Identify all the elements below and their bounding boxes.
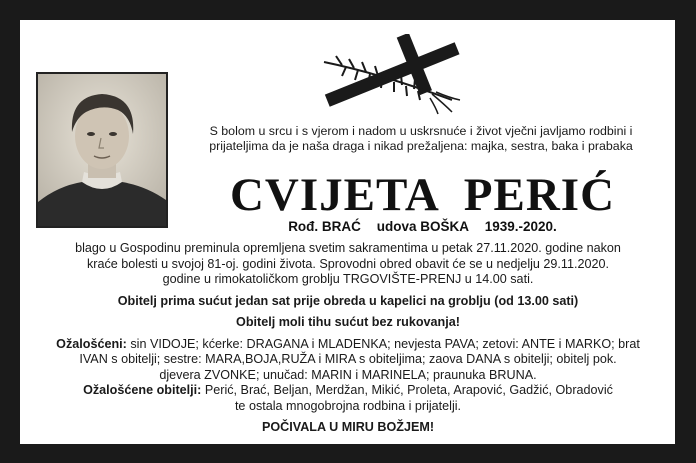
intro-line-1: S bolom u srcu i s vjerom i nadom u uskrsnuće i život vječni javljamo rodbini i bbox=[209, 124, 633, 138]
families-label: Ožalošćene obitelji: bbox=[83, 383, 202, 397]
mourners-line-1 bbox=[32, 337, 664, 353]
life-years: 1939.-2020. bbox=[484, 219, 557, 234]
funeral-paragraph-line-2: kraće bolesti u svojoj 81-oj. godini života. Sprovodni obred obavit će se u nedjelju 29.11.2020. bbox=[86, 256, 610, 271]
mourners-label: Ožalošćeni: bbox=[56, 336, 127, 351]
families-line-1 bbox=[32, 383, 664, 399]
maiden-name: Rođ. BRAĆ bbox=[288, 219, 361, 234]
announcement-intro bbox=[178, 124, 664, 154]
families-text-1: Perić, Brać, Beljan, Merdžan, Mikić, Proleta, Arapović, Gadžić, Obradović bbox=[201, 383, 613, 397]
deceased-name bbox=[170, 170, 675, 220]
cross-with-palm-icon bbox=[302, 34, 472, 116]
condolence-notice: Obitelj prima sućut jedan sat prije obreda u kapelici na groblju (od 13.00 sati) bbox=[117, 293, 579, 308]
mourners-text-1: sin VIDOJE; kćerke: DRAGANA i MLADENKA; nevjesta PAVA; zetovi: ANTE i MARKO; brat bbox=[126, 336, 640, 351]
intro-line-2: prijateljima da je naša draga i nikad prežaljena: majka, sestra, baka i prabaka bbox=[209, 139, 633, 153]
funeral-paragraph-line-1: blago u Gospodinu preminula opremljena svetim sakramentima u petak 27.11.2020. godine nakon bbox=[75, 241, 621, 255]
mourners-line-2: IVAN s obitelji; sestre: MARA,BOJA,RUŽA i MIRA s obiteljima; zaova DANA s obitelji; obitelj pok. bbox=[79, 352, 617, 366]
widow-of: udova BOŠKA bbox=[376, 219, 469, 234]
mourners-line-3: djevera ZVONKE; unučad: MARIN i MARINELA; praunuka BRUNA. bbox=[159, 367, 537, 382]
deceased-first-name: CVIJETA bbox=[229, 169, 440, 221]
deceased-details bbox=[170, 219, 675, 234]
silent-condolence-notice: Obitelj moli tihu sućut bez rukovanja! bbox=[236, 315, 460, 329]
obituary-notice bbox=[20, 20, 675, 444]
obituary-body bbox=[32, 241, 664, 436]
families-line-2: te ostala mnogobrojna rodbina i prijatelji. bbox=[234, 398, 462, 413]
closing-prayer: POČIVALA U MIRU BOŽJEM! bbox=[261, 420, 435, 434]
funeral-paragraph-line-3: godine u rimokatoličkom groblju TRGOVIŠTE-PRENJ u 14.00 sati. bbox=[162, 272, 534, 286]
deceased-last-name: PERIĆ bbox=[463, 169, 616, 221]
portrait-photo bbox=[36, 72, 168, 228]
